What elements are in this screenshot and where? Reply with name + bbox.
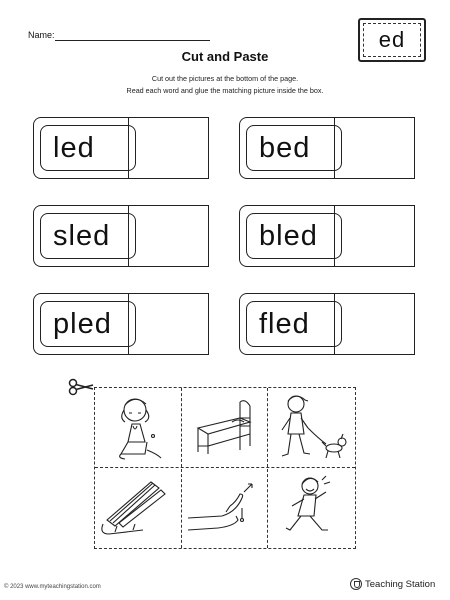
word-card-bed	[239, 117, 415, 179]
word-label: sled	[40, 213, 136, 259]
word-card-sled	[33, 205, 209, 267]
cut-picture-running-boy[interactable]	[268, 468, 353, 547]
paste-box[interactable]	[128, 117, 209, 179]
footer-copyright: © 2023 www.myteachingstation.com	[4, 584, 101, 590]
word-family-text: ed	[378, 27, 406, 52]
word-label: pled	[40, 301, 136, 347]
cut-picture-pleading-girl[interactable]	[95, 388, 180, 467]
paste-box[interactable]	[128, 293, 209, 355]
name-line	[55, 40, 210, 41]
word-label: led	[40, 125, 136, 171]
word-label: bed	[246, 125, 342, 171]
word-card-fled	[239, 293, 415, 355]
cut-picture-sled[interactable]	[95, 468, 180, 547]
scissors-icon	[68, 378, 94, 396]
word-card-pled	[33, 293, 209, 355]
cut-picture-bed[interactable]	[182, 388, 267, 467]
paste-box[interactable]	[334, 293, 415, 355]
word-label: bled	[246, 213, 342, 259]
instruction-line-2: Read each word and glue the matching picture inside the box.	[126, 86, 324, 95]
word-card-bled	[239, 205, 415, 267]
cut-picture-bleeding-hand[interactable]	[182, 468, 267, 547]
paste-box[interactable]	[128, 205, 209, 267]
page-title: Cut and Paste	[181, 49, 269, 64]
paste-box[interactable]	[334, 117, 415, 179]
brand-name: Teaching Station	[365, 578, 436, 590]
paste-box[interactable]	[334, 205, 415, 267]
name-label: Name:	[28, 30, 55, 40]
cut-picture-boy-and-dog[interactable]	[268, 388, 353, 467]
instruction-line-1: Cut out the pictures at the bottom of the page.	[151, 74, 299, 83]
teaching-station-logo-icon	[350, 578, 362, 590]
cut-out-grid	[94, 387, 356, 549]
word-label: fled	[246, 301, 342, 347]
word-card-led	[33, 117, 209, 179]
footer-brand[interactable]	[350, 578, 435, 590]
